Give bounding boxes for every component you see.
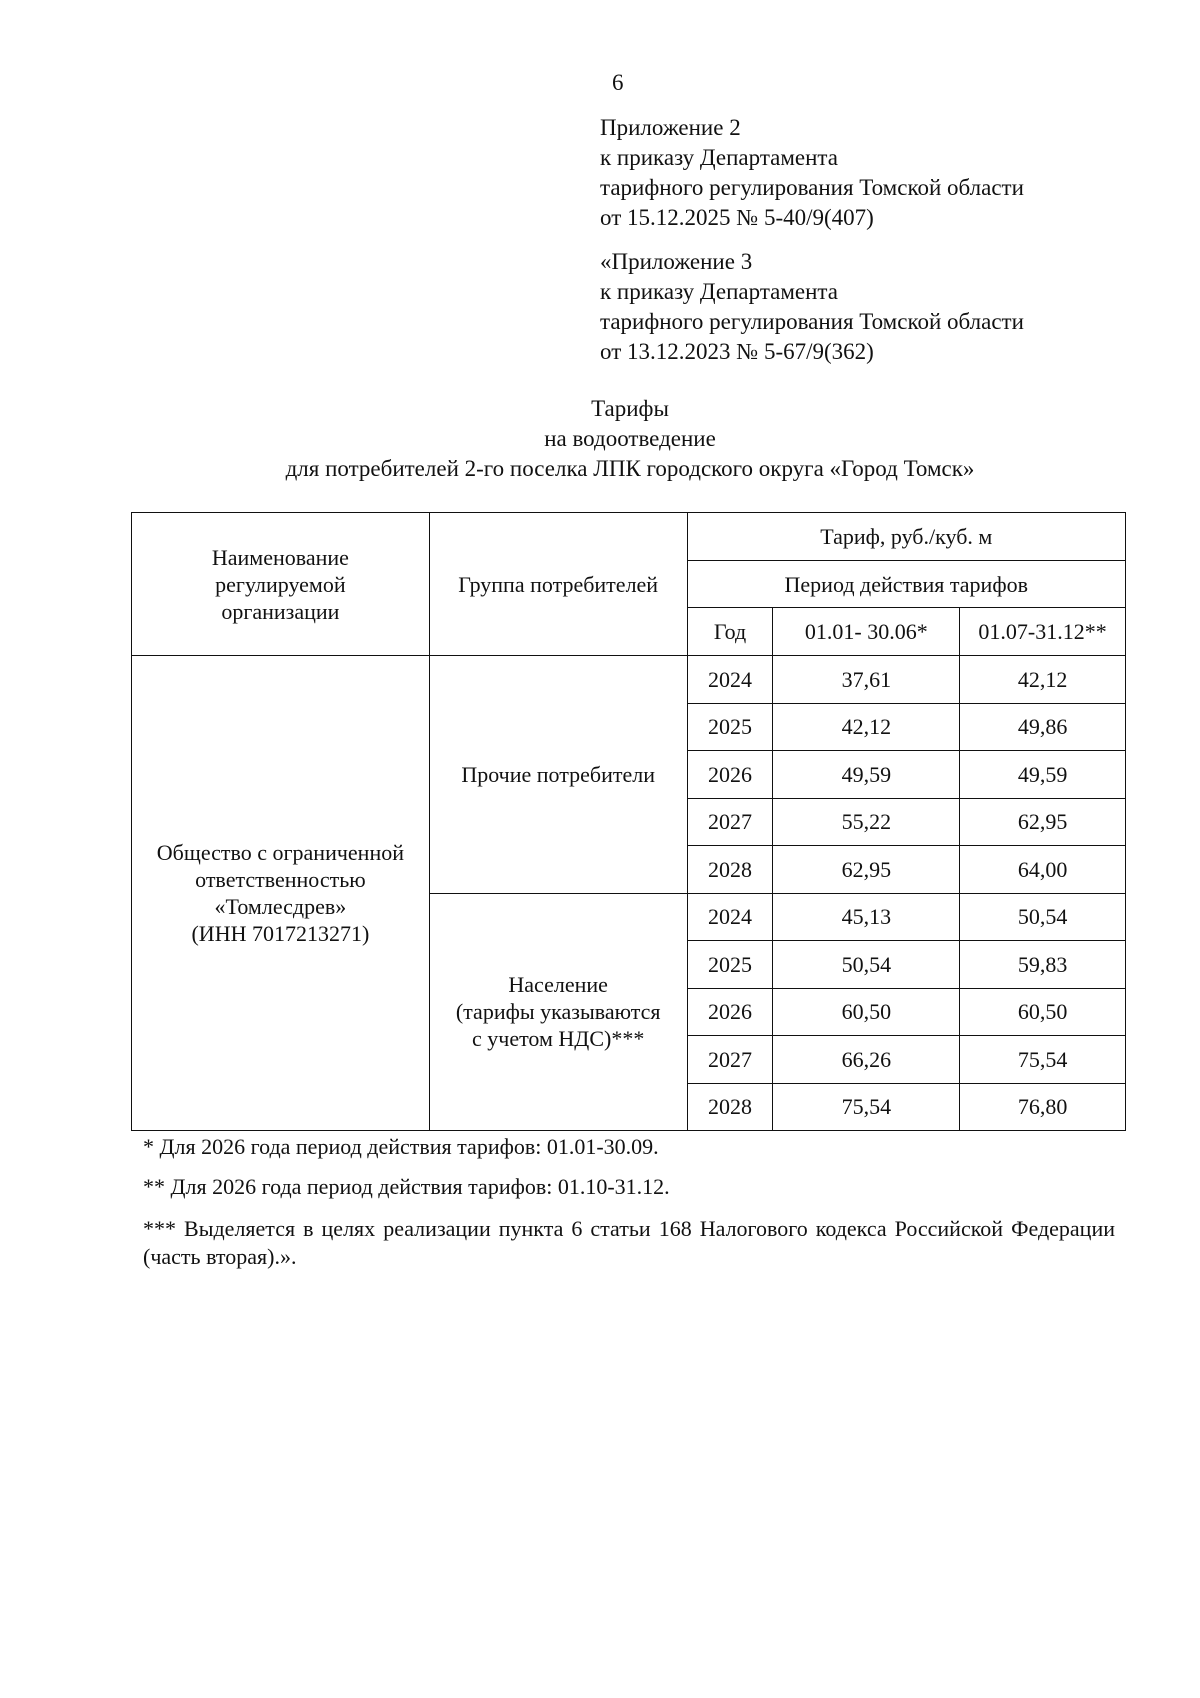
header-org-name: Наименование регулируемой организации bbox=[132, 513, 430, 656]
tariff-h1-cell: 45,13 bbox=[773, 893, 960, 941]
tariff-h1-cell: 75,54 bbox=[773, 1083, 960, 1131]
footnote: ** Для 2026 года период действия тарифов: 01.10-31.12. bbox=[143, 1174, 670, 1199]
header-second-half: 01.07-31.12** bbox=[960, 608, 1126, 656]
title-line: на водоотведение bbox=[544, 426, 716, 451]
appendix-line: от 15.12.2025 № 5-40/9(407) bbox=[600, 205, 874, 230]
tariff-h2-cell: 62,95 bbox=[960, 798, 1126, 846]
tariff-table bbox=[131, 512, 1126, 1131]
year-cell: 2027 bbox=[687, 798, 773, 846]
appendix-line: к приказу Департамента bbox=[600, 279, 838, 304]
tariff-h2-cell: 59,83 bbox=[960, 941, 1126, 989]
year-cell: 2025 bbox=[687, 703, 773, 751]
tariff-h1-cell: 55,22 bbox=[773, 798, 960, 846]
header-period: Период действия тарифов bbox=[687, 561, 1125, 608]
tariff-h2-cell: 49,86 bbox=[960, 703, 1126, 751]
tariff-h2-cell: 60,50 bbox=[960, 988, 1126, 1036]
header-consumer-group: Группа потребителей bbox=[429, 513, 687, 656]
appendix-line: тарифного регулирования Томской области bbox=[600, 309, 1024, 334]
tariff-h2-cell: 75,54 bbox=[960, 1036, 1126, 1084]
page-number: 6 bbox=[612, 70, 624, 95]
tariff-h2-cell: 49,59 bbox=[960, 751, 1126, 799]
tariff-h1-cell: 50,54 bbox=[773, 941, 960, 989]
appendix-line: тарифного регулирования Томской области bbox=[600, 175, 1024, 200]
title-line: Тарифы bbox=[591, 396, 669, 421]
tariff-h2-cell: 64,00 bbox=[960, 846, 1126, 894]
organization-cell bbox=[132, 656, 430, 1131]
header-first-half: 01.01- 30.06* bbox=[773, 608, 960, 656]
footnote: *** Выделяется в целях реализации пункта 6 статьи 168 Налогового кодекса Российской Федерации (часть вторая).». bbox=[143, 1216, 1115, 1269]
tariff-h1-cell: 66,26 bbox=[773, 1036, 960, 1084]
tariff-h1-cell: 62,95 bbox=[773, 846, 960, 894]
tariff-h1-cell: 60,50 bbox=[773, 988, 960, 1036]
appendix-line: «Приложение 3 bbox=[600, 249, 753, 274]
group-name-line: Население bbox=[508, 972, 608, 998]
appendix-line: к приказу Департамента bbox=[600, 145, 838, 170]
year-cell: 2026 bbox=[687, 988, 773, 1036]
header-year: Год bbox=[687, 608, 773, 656]
tariff-h2-cell: 50,54 bbox=[960, 893, 1126, 941]
organization-line: «Томлесдрев» bbox=[214, 894, 347, 919]
consumer-group-population bbox=[429, 893, 687, 1131]
group-name-line: с учетом НДС)*** bbox=[472, 1026, 645, 1052]
header-tariff: Тариф, руб./куб. м bbox=[687, 513, 1125, 561]
organization-line: Общество с ограниченной bbox=[156, 840, 404, 865]
tariff-h1-cell: 37,61 bbox=[773, 656, 960, 704]
appendix-line: от 13.12.2023 № 5-67/9(362) bbox=[600, 339, 874, 364]
year-cell: 2024 bbox=[687, 656, 773, 704]
table-row bbox=[132, 656, 1126, 704]
appendix-line: Приложение 2 bbox=[600, 115, 741, 140]
year-cell: 2028 bbox=[687, 1083, 773, 1131]
title-line: для потребителей 2-го поселка ЛПК городского округа «Город Томск» bbox=[285, 456, 975, 481]
year-cell: 2026 bbox=[687, 751, 773, 799]
year-cell: 2024 bbox=[687, 893, 773, 941]
footnote: * Для 2026 года период действия тарифов: 01.01-30.09. bbox=[143, 1134, 659, 1159]
year-cell: 2027 bbox=[687, 1036, 773, 1084]
tariff-h1-cell: 42,12 bbox=[773, 703, 960, 751]
year-cell: 2025 bbox=[687, 941, 773, 989]
appendix-current-header bbox=[600, 113, 1024, 233]
header-row bbox=[132, 513, 1126, 561]
document-title bbox=[130, 394, 1130, 484]
appendix-original-header bbox=[600, 247, 1024, 367]
organization-line: (ИНН 7017213271) bbox=[191, 921, 370, 946]
organization-line: ответственностью bbox=[195, 867, 366, 892]
consumer-group-other: Прочие потребители bbox=[429, 656, 687, 894]
footnotes bbox=[143, 1133, 1115, 1271]
tariff-h2-cell: 76,80 bbox=[960, 1083, 1126, 1131]
tariff-h2-cell: 42,12 bbox=[960, 656, 1126, 704]
year-cell: 2028 bbox=[687, 846, 773, 894]
tariff-h1-cell: 49,59 bbox=[773, 751, 960, 799]
group-name-line: (тарифы указываются bbox=[455, 999, 661, 1025]
